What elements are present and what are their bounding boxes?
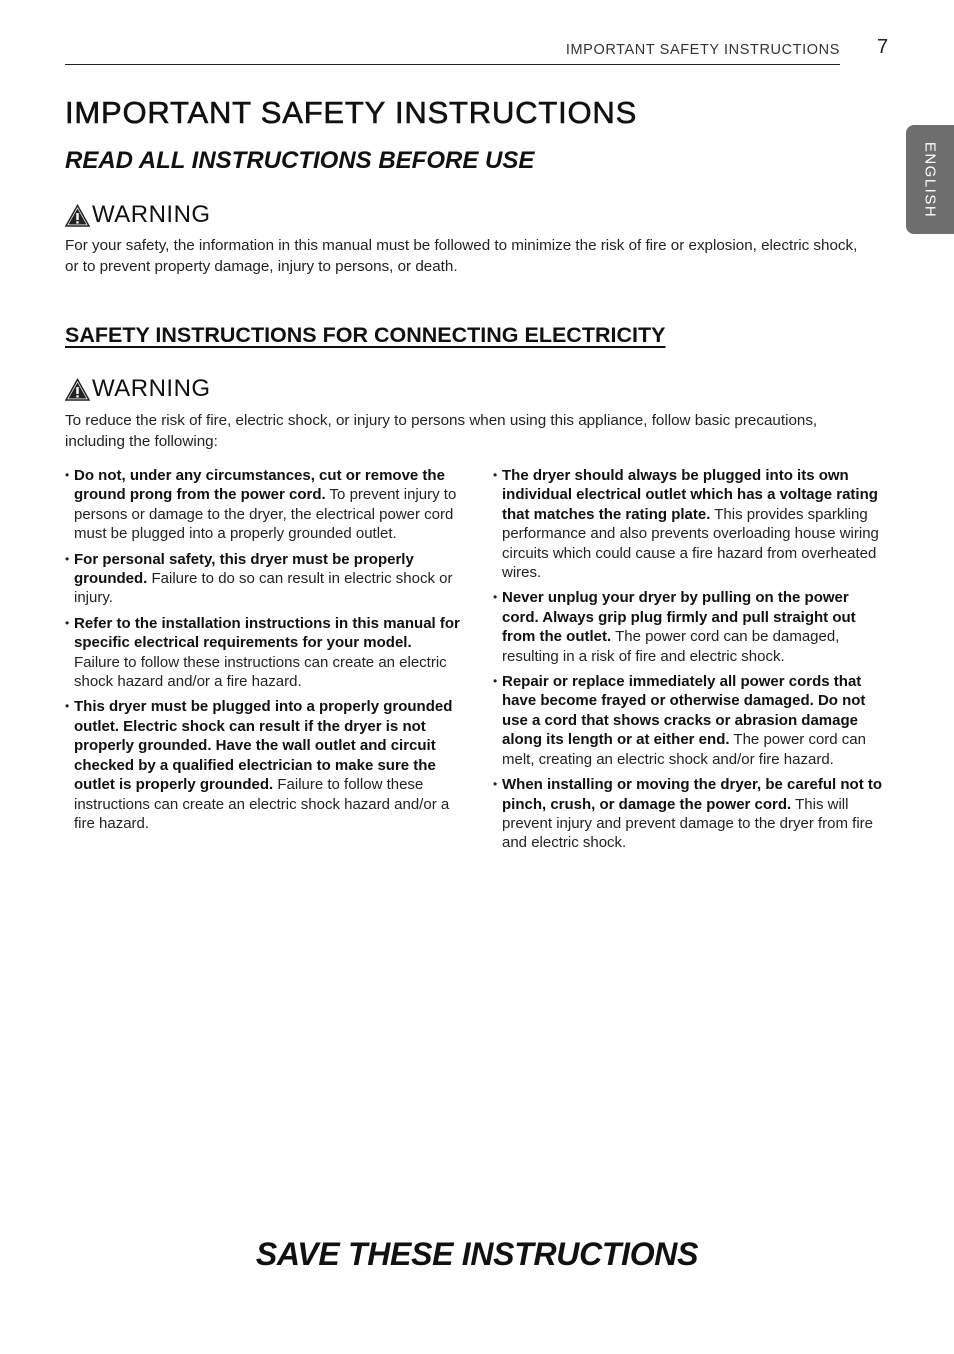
warning-heading-1 xyxy=(65,201,211,229)
list-item-bold: When installing or moving the dryer, be careful not to pinch, crush, or damage the power cord. xyxy=(502,776,883,813)
list-item xyxy=(65,466,460,544)
list-item-bold: Repair or replace immediately all power cords that have become frayed or otherwise damaged. Do not use a cord that shows cracks or abrasion damage along its length or at either end. xyxy=(502,673,866,749)
list-item-bold: The dryer should always be plugged into its own individual electrical outlet which has a voltage rating that matches the rating plate. xyxy=(502,467,878,523)
list-item-text: The power cord can be damaged, resulting in a risk of fire and electric shock. xyxy=(502,628,840,665)
running-header xyxy=(65,38,840,65)
warning-text-2: To reduce the risk of fire, electric shock, or injury to persons when using this appliance, follow basic precautions, including the following: xyxy=(65,412,818,450)
section-heading: SAFETY INSTRUCTIONS FOR CONNECTING ELECTRICITY xyxy=(65,323,666,347)
list-item-bold: This dryer must be plugged into a properly grounded outlet. Electric shock can result if the dryer is not properly grounded. Have the wall outlet and circuit checked by a qualified electrician to make sure the outlet is properly grounded. xyxy=(74,698,453,794)
list-item xyxy=(493,672,888,769)
page-number: 7 xyxy=(877,36,889,58)
list-item-text: Failure to follow these instructions can create an electric shock hazard and/or a fire hazard. xyxy=(74,776,450,832)
warning-triangle-icon xyxy=(65,204,90,227)
list-item xyxy=(493,588,888,666)
list-item xyxy=(65,697,460,833)
language-tab-label: ENGLISH xyxy=(921,141,939,218)
language-tab xyxy=(906,125,954,234)
list-item xyxy=(493,466,888,582)
warning-label: WARNING xyxy=(92,375,211,402)
warning-triangle-icon xyxy=(65,378,90,401)
list-item xyxy=(65,550,460,608)
list-item-bold: Never unplug your dryer by pulling on the power cord. Always grip plug firmly and pull straight out from the outlet. xyxy=(502,589,856,646)
list-item-text: This will prevent injury and prevent damage to the dryer from fire and electric shock. xyxy=(502,795,874,852)
list-item-bold: Refer to the installation instructions in this manual for specific electrical requirements for your model. xyxy=(74,614,460,652)
page-subtitle: READ ALL INSTRUCTIONS BEFORE USE xyxy=(65,147,535,174)
list-item-text: Failure to do so can result in electric shock or injury. xyxy=(74,570,453,607)
list-item xyxy=(65,614,460,692)
warning-heading-2 xyxy=(65,375,211,403)
list-item-text: This provides sparkling performance and also prevents overloading house wiring circuits which could cause a fire hazard from overheated wires. xyxy=(502,505,879,582)
list-item-bold: For personal safety, this dryer must be properly grounded. xyxy=(74,550,414,588)
right-instruction-list xyxy=(493,466,888,859)
list-item-text: To prevent injury to persons or damage to the dryer, the electrical power cord must be plugged into a properly grounded outlet. xyxy=(74,486,457,543)
running-title: IMPORTANT SAFETY INSTRUCTIONS xyxy=(565,42,840,58)
list-item-text: The power cord can melt, creating an electric shock and/or fire hazard. xyxy=(502,731,866,768)
save-instructions-footer: SAVE THESE INSTRUCTIONS xyxy=(255,1236,699,1272)
warning-label: WARNING xyxy=(92,201,211,228)
list-item-text: Failure to follow these instructions can create an electric shock hazard and/or a fire hazard. xyxy=(74,653,447,691)
list-item xyxy=(493,775,888,853)
list-item-bold: Do not, under any circumstances, cut or remove the ground prong from the power cord. xyxy=(74,467,445,504)
page-title: IMPORTANT SAFETY INSTRUCTIONS xyxy=(65,95,638,130)
left-instruction-list xyxy=(65,466,460,839)
warning-text-1: For your safety, the information in this manual must be followed to minimize the risk of fire or explosion, electric shock, or to prevent property damage, injury to persons, or death. xyxy=(65,237,858,275)
